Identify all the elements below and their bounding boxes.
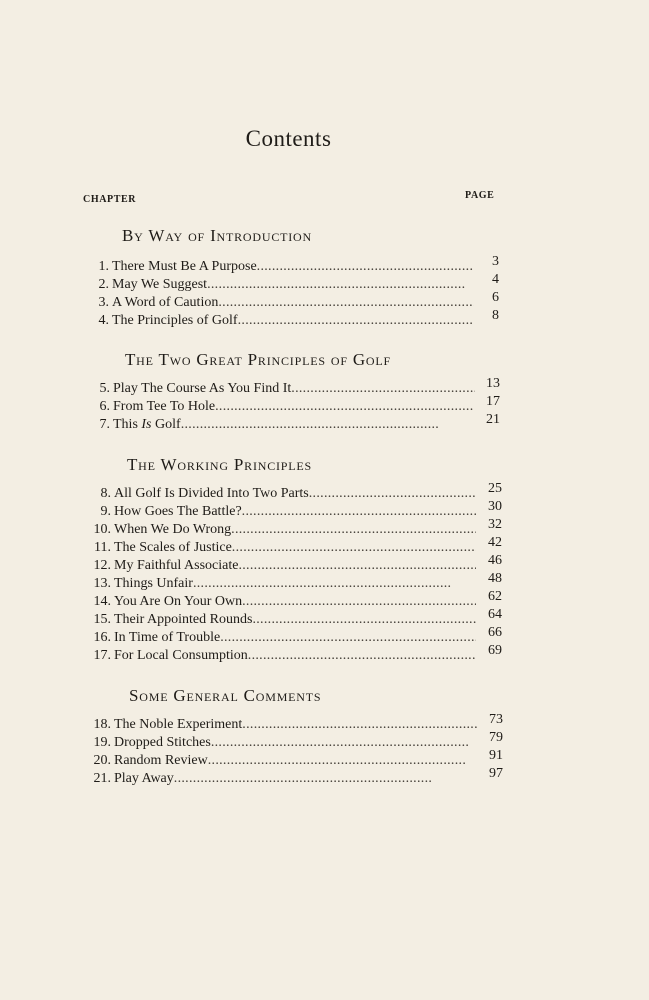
entry-number: 13. xyxy=(93,576,111,591)
dot-leader xyxy=(232,540,476,556)
toc-entry[interactable] xyxy=(89,730,503,753)
toc-entry[interactable] xyxy=(88,412,500,435)
entry-number: 8. xyxy=(100,486,111,501)
entry-title: How Goes The Battle? xyxy=(114,504,242,519)
section-heading: By Way of Introduction xyxy=(122,226,312,245)
entry-title: The Principles of Golf xyxy=(112,313,238,328)
entry-number: 9. xyxy=(100,504,111,519)
emphasis-word: Is xyxy=(141,417,152,432)
toc-entry[interactable] xyxy=(89,571,502,594)
entry-title: All Golf Is Divided Into Two Parts xyxy=(114,486,309,501)
entry-number: 7. xyxy=(99,417,110,432)
toc-entry[interactable] xyxy=(89,589,502,612)
entry-number: 10. xyxy=(93,522,111,537)
toc-entry[interactable] xyxy=(89,748,503,771)
entry-number: 2. xyxy=(98,277,109,292)
page-title: Contents xyxy=(245,126,332,151)
entry-title: Things Unfair xyxy=(114,576,193,591)
section-heading: The Two Great Principles of Golf xyxy=(125,350,391,369)
entry-title: Random Review xyxy=(114,753,208,768)
dot-leader xyxy=(252,612,476,628)
entry-page: 13 xyxy=(486,376,500,391)
entry-title: From Tee To Hole xyxy=(113,399,216,414)
entry-page: 3 xyxy=(492,254,499,269)
entry-number: 16. xyxy=(93,630,111,645)
entry-number: 5. xyxy=(99,381,110,396)
toc-entry[interactable] xyxy=(89,535,502,558)
entry-page: 46 xyxy=(488,553,502,568)
dot-leader xyxy=(291,381,475,397)
entry-title: May We Suggest xyxy=(112,277,208,292)
entry-title: A Word of Caution xyxy=(112,295,219,310)
entry-page: 79 xyxy=(489,730,503,745)
entry-number: 4. xyxy=(98,313,109,328)
dot-leader xyxy=(207,277,474,293)
toc-entry[interactable] xyxy=(89,481,502,504)
dot-leader xyxy=(248,648,476,664)
dot-leader xyxy=(242,717,477,733)
section-heading: The Working Principles xyxy=(127,455,313,474)
entry-title: Dropped Stitches xyxy=(114,735,211,750)
toc-entry[interactable] xyxy=(89,607,502,630)
section-heading: Some General Comments xyxy=(129,686,322,705)
dot-leader xyxy=(257,259,474,275)
dot-leader xyxy=(238,313,474,329)
entry-page: 25 xyxy=(488,481,502,496)
dot-leader xyxy=(193,576,476,592)
dot-leader xyxy=(174,771,477,787)
entry-page: 73 xyxy=(489,712,503,727)
entry-number: 20. xyxy=(93,753,111,768)
toc-entry[interactable] xyxy=(88,376,500,399)
entry-page: 62 xyxy=(488,589,502,604)
entry-page: 30 xyxy=(488,499,502,514)
entry-number: 18. xyxy=(93,717,111,732)
entry-number: 12. xyxy=(93,558,111,573)
toc-entry[interactable] xyxy=(89,553,502,576)
toc-entry[interactable] xyxy=(89,643,502,666)
entry-number: 1. xyxy=(98,259,109,274)
entry-page: 32 xyxy=(488,517,502,532)
entry-page: 97 xyxy=(489,766,503,781)
entry-number: 3. xyxy=(98,295,109,310)
entry-title: There Must Be A Purpose xyxy=(112,259,257,274)
entry-title: When We Do Wrong xyxy=(114,522,232,537)
entry-title: The Scales of Justice xyxy=(114,540,232,555)
entry-title: You Are On Your Own xyxy=(114,594,243,609)
dot-leader xyxy=(181,417,475,433)
dot-leader xyxy=(211,735,477,751)
entry-title: Play Away xyxy=(114,771,174,786)
toc-entry[interactable] xyxy=(87,254,499,277)
toc-entry[interactable] xyxy=(87,272,499,295)
dot-leader xyxy=(238,558,476,574)
entry-number: 11. xyxy=(94,540,111,555)
toc-entry[interactable] xyxy=(87,290,499,313)
entry-page: 17 xyxy=(486,394,500,409)
toc-entry[interactable] xyxy=(87,308,499,331)
dot-leader xyxy=(220,630,476,646)
entry-title: The Noble Experiment xyxy=(114,717,243,732)
entry-page: 21 xyxy=(486,412,500,427)
entry-number: 21. xyxy=(93,771,111,786)
dot-leader xyxy=(231,522,476,538)
entry-page: 8 xyxy=(492,308,499,323)
entry-number: 15. xyxy=(93,612,111,627)
entry-number: 6. xyxy=(99,399,110,414)
entry-page: 6 xyxy=(492,290,499,305)
toc-entry[interactable] xyxy=(89,499,502,522)
entry-title: Their Appointed Rounds xyxy=(114,612,253,627)
toc-entry[interactable] xyxy=(89,517,502,540)
entry-page: 64 xyxy=(488,607,502,622)
entry-title: Play The Course As You Find It xyxy=(113,381,292,396)
entry-title: This Is Golf xyxy=(113,417,181,432)
entry-number: 19. xyxy=(93,735,111,750)
entry-title: In Time of Trouble xyxy=(114,630,221,645)
toc-entry[interactable] xyxy=(89,766,503,789)
chapter-column-label: CHAPTER xyxy=(83,194,137,205)
dot-leader xyxy=(242,504,476,520)
dot-leader xyxy=(309,486,476,502)
entry-page: 4 xyxy=(492,272,499,287)
toc-entry[interactable] xyxy=(89,712,503,735)
entry-page: 69 xyxy=(488,643,502,658)
entry-number: 17. xyxy=(93,648,111,663)
toc-entry[interactable] xyxy=(88,394,500,417)
entry-page: 42 xyxy=(488,535,502,550)
dot-leader xyxy=(208,753,477,769)
entry-title: My Faithful Associate xyxy=(114,558,239,573)
page-column-label: PAGE xyxy=(465,190,495,201)
toc-entry[interactable] xyxy=(89,625,502,648)
entry-page: 66 xyxy=(488,625,502,640)
dot-leader xyxy=(218,295,474,311)
entry-title: For Local Consumption xyxy=(114,648,248,663)
dot-leader xyxy=(215,399,475,415)
entry-number: 14. xyxy=(93,594,111,609)
dot-leader xyxy=(242,594,476,610)
entry-page: 48 xyxy=(488,571,502,586)
entry-page: 91 xyxy=(489,748,503,763)
